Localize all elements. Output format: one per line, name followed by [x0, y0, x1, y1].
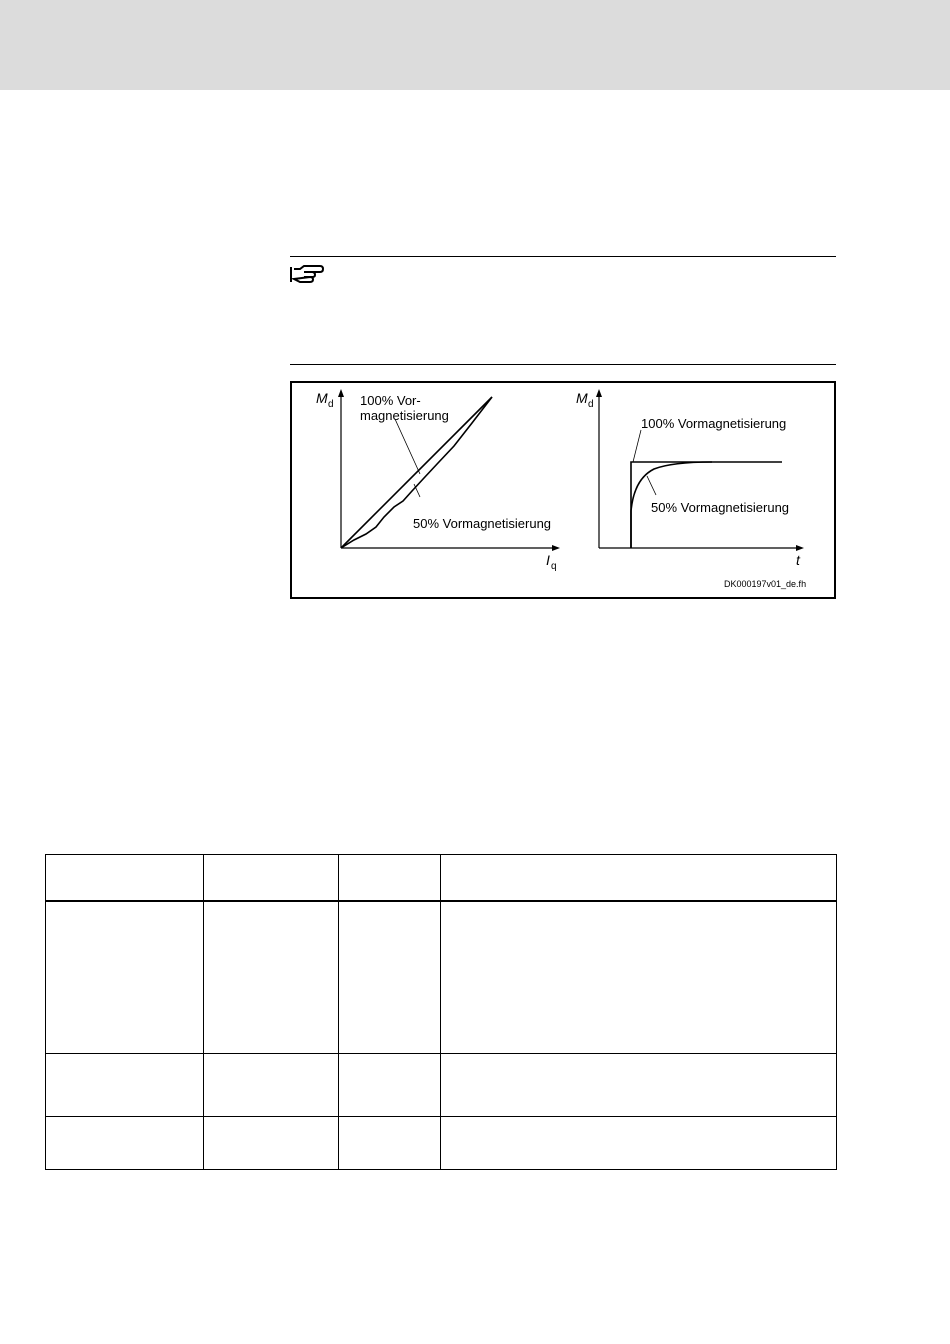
table-cell [339, 1053, 441, 1116]
magnetization-figure [290, 381, 836, 599]
figure-drawing [292, 383, 834, 597]
table-row [46, 1116, 837, 1169]
table-cell [339, 1116, 441, 1169]
table-header-cell [46, 855, 204, 902]
parameter-table [45, 854, 837, 1170]
table-header-row [46, 855, 837, 902]
page-header-band [0, 0, 950, 90]
right-x-arrow [796, 545, 804, 551]
table-cell [204, 1053, 339, 1116]
table-cell [46, 1116, 204, 1169]
table-cell [46, 1053, 204, 1116]
left-label-50: 50% Vormagnetisierung [413, 516, 552, 531]
table-cell [441, 1116, 837, 1169]
left-y-axis-sub: d [328, 399, 334, 410]
table-header-cell [441, 855, 837, 902]
table-header-cell [339, 855, 441, 902]
left-y-axis-label: M [316, 390, 328, 406]
left-leader-100 [395, 419, 420, 474]
right-label-50: 50% Vormagnetisierung [651, 500, 790, 515]
left-y-arrow [338, 389, 344, 397]
table-cell [46, 901, 204, 1053]
table-cell [441, 901, 837, 1053]
figure-id: DK000197v01_de.fh [724, 579, 807, 589]
right-x-axis-label: t [796, 552, 800, 568]
table-row [46, 901, 837, 1053]
left-label-100-line2: magnetisierung [360, 408, 449, 423]
table-cell [204, 1116, 339, 1169]
pointing-hand-icon [290, 264, 324, 284]
table-cell [204, 901, 339, 1053]
right-leader-100 [633, 430, 641, 462]
left-x-arrow [552, 545, 560, 551]
table-row [46, 1053, 837, 1116]
right-y-axis-label: M [576, 390, 588, 406]
right-y-arrow [596, 389, 602, 397]
note-bottom-rule [290, 364, 836, 365]
table-cell [339, 901, 441, 1053]
left-x-axis-sub: q [551, 561, 557, 572]
left-x-axis-label: I [546, 552, 550, 568]
right-label-100: 100% Vormagnetisierung [641, 416, 787, 431]
right-leader-50 [647, 476, 656, 495]
table-header-cell [204, 855, 339, 902]
table-cell [441, 1053, 837, 1116]
note-top-rule [290, 256, 836, 257]
right-y-axis-sub: d [588, 399, 594, 410]
left-label-100-line1: 100% Vor- [360, 393, 421, 408]
